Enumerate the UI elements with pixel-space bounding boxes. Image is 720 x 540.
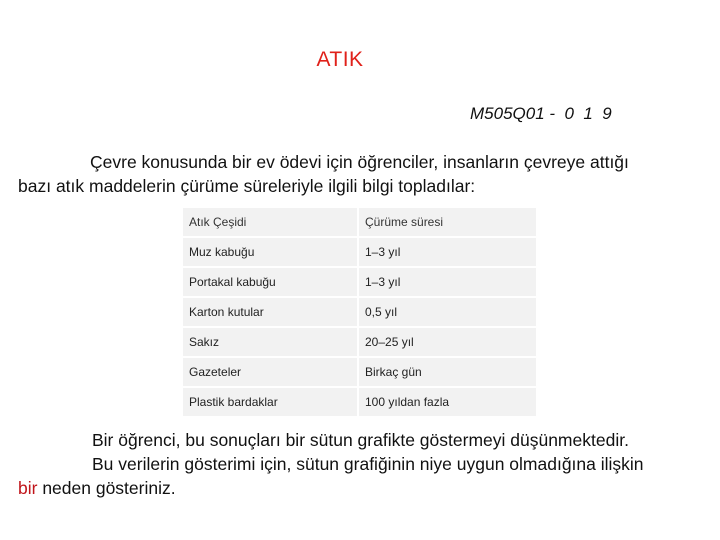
question-line-3 (18, 476, 720, 500)
question-line-3-rest: neden gösteriniz. (37, 478, 176, 498)
table-row (183, 387, 536, 417)
waste-type-cell: Plastik bardaklar (183, 387, 358, 417)
decay-time-cell: 100 yıldan fazla (358, 387, 536, 417)
waste-type-cell: Muz kabuğu (183, 237, 358, 267)
question-code: M505Q01 - 0 1 9 (470, 104, 612, 123)
table-row (183, 297, 536, 327)
waste-type-cell: Sakız (183, 327, 358, 357)
decay-time-cell: 0,5 yıl (358, 297, 536, 327)
question-paragraph (18, 428, 720, 500)
decay-time-cell: Birkaç gün (358, 357, 536, 387)
intro-paragraph (18, 150, 718, 198)
table-header-row (183, 208, 536, 237)
waste-type-cell: Gazeteler (183, 357, 358, 387)
highlighted-word: bir (18, 478, 38, 498)
decomposition-table (183, 208, 536, 418)
question-line-1: Bir öğrenci, bu sonuçları bir sütun grafikte göstermeyi düşünmektedir. (92, 430, 629, 450)
waste-type-cell: Portakal kabuğu (183, 267, 358, 297)
intro-line-2: bazı atık maddelerin çürüme süreleriyle ilgili bilgi topladılar: (18, 176, 476, 196)
table-row (183, 357, 536, 387)
table-row (183, 237, 536, 267)
decay-time-cell: 20–25 yıl (358, 327, 536, 357)
page-title: ATIK (316, 48, 364, 71)
decay-time-cell: 1–3 yıl (358, 267, 536, 297)
decay-time-cell: 1–3 yıl (358, 237, 536, 267)
table-row (183, 327, 536, 357)
header-decay-time: Çürüme süresi (358, 208, 536, 237)
intro-line-1: Çevre konusunda bir ev ödevi için öğrenciler, insanların çevreye attığı (90, 152, 629, 172)
header-waste-type: Atık Çeşidi (183, 208, 358, 237)
question-line-2: Bu verilerin gösterimi için, sütun grafiğinin niye uygun olmadığına ilişkin (92, 454, 644, 474)
table-row (183, 267, 536, 297)
waste-type-cell: Karton kutular (183, 297, 358, 327)
